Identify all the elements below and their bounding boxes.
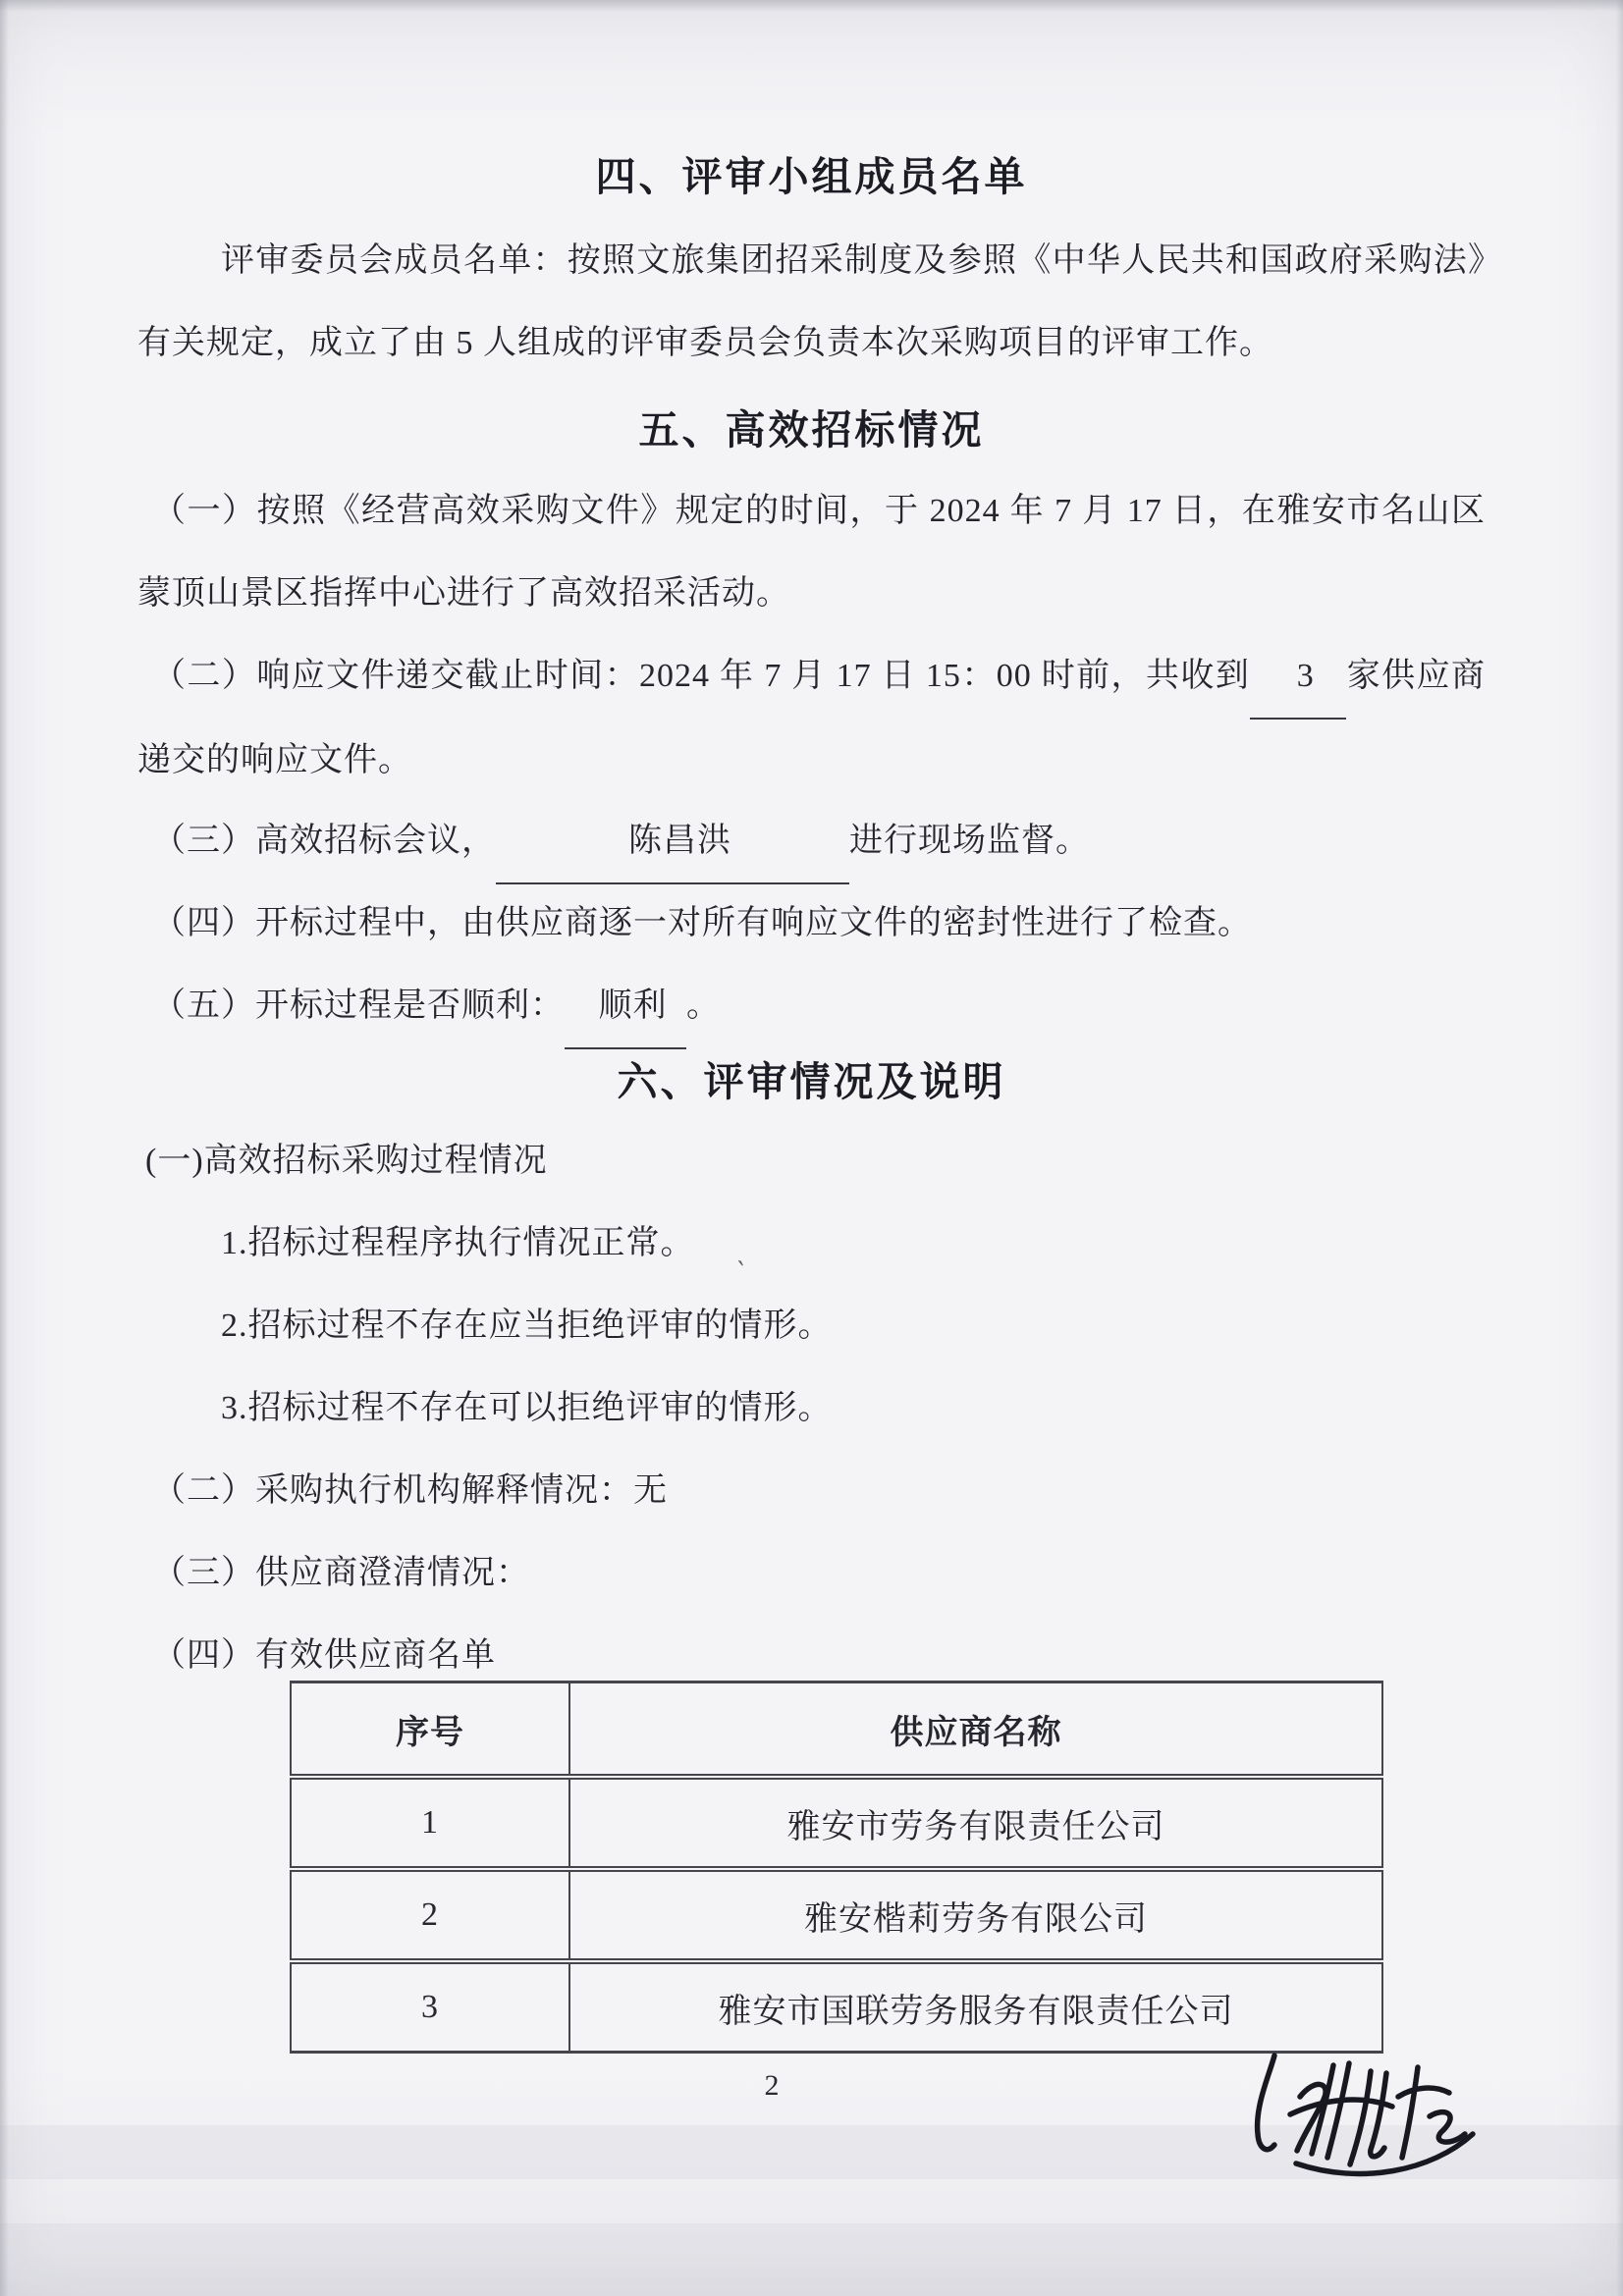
section4-paragraph: 评审委员会成员名单：按照文旅集团招采制度及参照《中华人民共和国政府采购法》有关规定，成立了由 5 人组成的评审委员会负责本次采购项目的评审工作。 (137, 242, 1486, 361)
scan-artifact-mark: ` (730, 1255, 747, 1288)
section5-item5 (137, 965, 1486, 1049)
process-item-3: 3.招标过程不存在可以拒绝评审的情形。 (221, 1390, 833, 1426)
scan-edge-right (1616, 0, 1623, 2296)
item3-prefix: （三）高效招标会议， (152, 823, 496, 859)
section5-item4: （四）开标过程中，由供应商逐一对所有响应文件的密封性进行了检查。 (152, 905, 1252, 941)
row-serial: 3 (291, 1961, 569, 2053)
section5-item1: （一）按照《经营高效采购文件》规定的时间，于 2024 年 7 月 17 日，在雅安市名山区蒙顶山景区指挥中心进行了高效招采活动。 (137, 493, 1486, 612)
scan-edge-top (0, 0, 1623, 12)
smooth-answer-blank: 顺利 (565, 965, 686, 1049)
section5-item3 (137, 800, 1486, 884)
table-row (291, 1961, 1382, 2053)
section4-heading: 四、评审小组成员名单 (595, 154, 1028, 199)
header-serial-number: 序号 (291, 1682, 569, 1778)
section6-heading: 六、评审情况及说明 (617, 1059, 1006, 1104)
section5-heading: 五、高效招标情况 (638, 407, 985, 453)
item2-prefix: （二）响应文件递交截止时间：2024 年 7 月 17 日 15：00 时前，共收到 (152, 658, 1251, 694)
scan-edge-left (0, 0, 9, 2296)
supplier-count-blank: 3 (1250, 635, 1346, 720)
suppliers-table (290, 1681, 1383, 2054)
section6-item4: （四）有效供应商名单 (152, 1637, 496, 1674)
handwritten-signature (1245, 2040, 1490, 2197)
row-serial: 1 (291, 1777, 569, 1869)
process-item-1: 1.招标过程程序执行情况正常。 (221, 1225, 695, 1261)
section6-item2: （二）采购执行机构解释情况：无 (152, 1472, 668, 1509)
section6-item3: （三）供应商澄清情况： (152, 1555, 530, 1591)
item2-suffix: 家供应商递交的响应文件。 (137, 658, 1487, 778)
scan-band (0, 2223, 1623, 2296)
section6-process-title: (一)高效招标采购过程情况 (145, 1143, 548, 1179)
table-header-row (291, 1682, 1382, 1778)
table-row (291, 1869, 1382, 1961)
page-number: 2 (764, 2069, 781, 2102)
row-supplier: 雅安市国联劳务服务有限责任公司 (569, 1961, 1382, 2053)
process-item-2: 2.招标过程不存在应当拒绝评审的情形。 (221, 1308, 833, 1344)
item3-suffix: 进行现场监督。 (849, 823, 1090, 859)
row-supplier: 雅安市劳务有限责任公司 (569, 1777, 1382, 1869)
section5-item2 (137, 635, 1486, 802)
header-supplier-name: 供应商名称 (569, 1682, 1382, 1778)
supervisor-name-blank: 陈昌洪 (496, 800, 849, 884)
item5-period: 。 (686, 988, 721, 1024)
row-supplier: 雅安楷莉劳务有限公司 (569, 1869, 1382, 1961)
row-serial: 2 (291, 1869, 569, 1961)
table-row (291, 1777, 1382, 1869)
item5-prefix: （五）开标过程是否顺利： (152, 988, 565, 1024)
